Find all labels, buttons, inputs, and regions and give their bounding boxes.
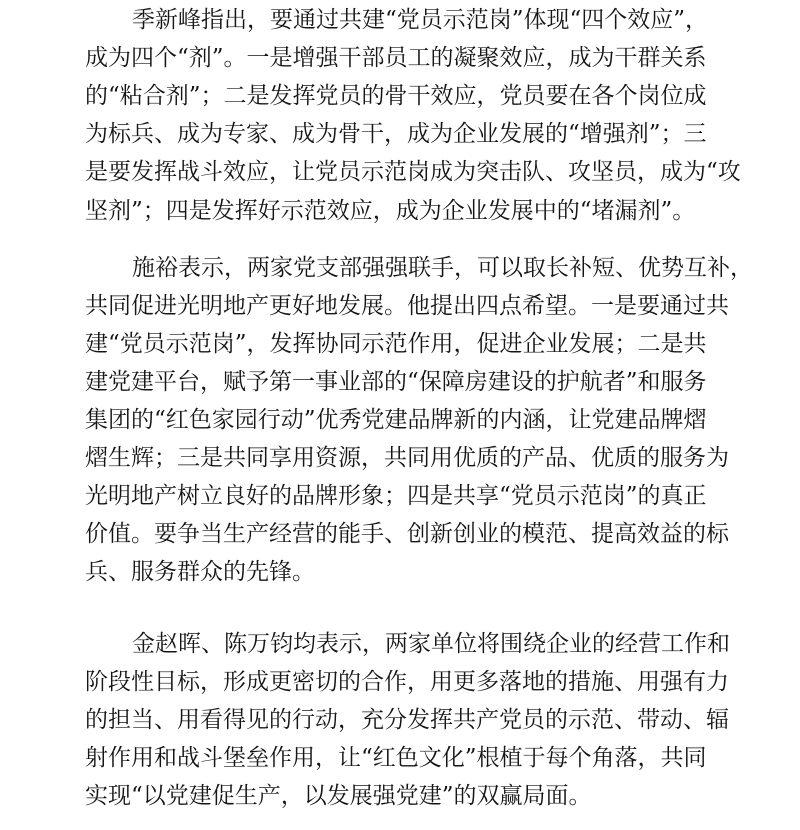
paragraph-1-line-6: 坚剂”；四是发挥好示范效应，成为企业发展中的“堵漏剂”。 [85,198,696,224]
paragraph-2-line-1: 施裕表示，两家党支部强强联手，可以取长补短、优势互补， [132,255,753,281]
paragraph-2-line-4: 建党建平台，赋予第一事业部的“保障房建设的护航者”和服务 [85,369,707,395]
paragraph-1-line-1: 季新峰指出，要通过共建“党员示范岗”体现“四个效应”， [132,7,709,33]
paragraph-2-line-7: 光明地产树立良好的品牌形象；四是共享“党员示范岗”的真正 [85,483,707,509]
paragraph-2-line-2: 共同促进光明地产更好地发展。他提出四点希望。一是要通过共 [85,293,729,319]
paragraph-2-line-6: 熠生辉；三是共同享用资源，共同用优质的产品、优质的服务为 [85,445,729,471]
paragraph-2-line-8: 价值。要争当生产经营的能手、创新创业的模范、提高效益的标 [85,521,729,547]
paragraph-1-line-5: 是要发挥战斗效应，让党员示范岗成为突击队、攻坚员，成为“攻 [85,159,741,185]
paragraph-3-line-3: 的担当、用看得见的行动，充分发挥共产党员的示范、带动、辐 [85,707,729,733]
paragraph-2-line-3: 建“党员示范岗”，发挥协同示范作用，促进企业发展；二是共 [85,331,707,357]
paragraph-2-line-9: 兵、服务群众的先锋。 [85,559,315,585]
paragraph-3-line-5: 实现“以党建促生产，以发展强党建”的双赢局面。 [85,783,592,809]
paragraph-3-line-1: 金赵晖、陈万钧均表示，两家单位将围绕企业的经营工作和 [132,631,730,657]
paragraph-3-line-4: 射作用和战斗堡垒作用，让“红色文化”根植于每个角落，共同 [85,745,707,771]
paragraph-1-line-3: 的“粘合剂”；二是发挥党员的骨干效应，党员要在各个岗位成 [85,83,707,109]
paragraph-2-line-5: 集团的“红色家园行动”优秀党建品牌新的内涵，让党建品牌熠 [85,407,707,433]
paragraph-3-line-2: 阶段性目标，形成更密切的合作，用更多落地的措施、用强有力 [85,669,729,695]
paragraph-1-line-4: 为标兵、成为专家、成为骨干，成为企业发展的“增强剂”；三 [85,121,707,147]
paragraph-1-line-2: 成为四个“剂”。一是增强干部员工的凝聚效应，成为干群关系 [85,45,707,71]
